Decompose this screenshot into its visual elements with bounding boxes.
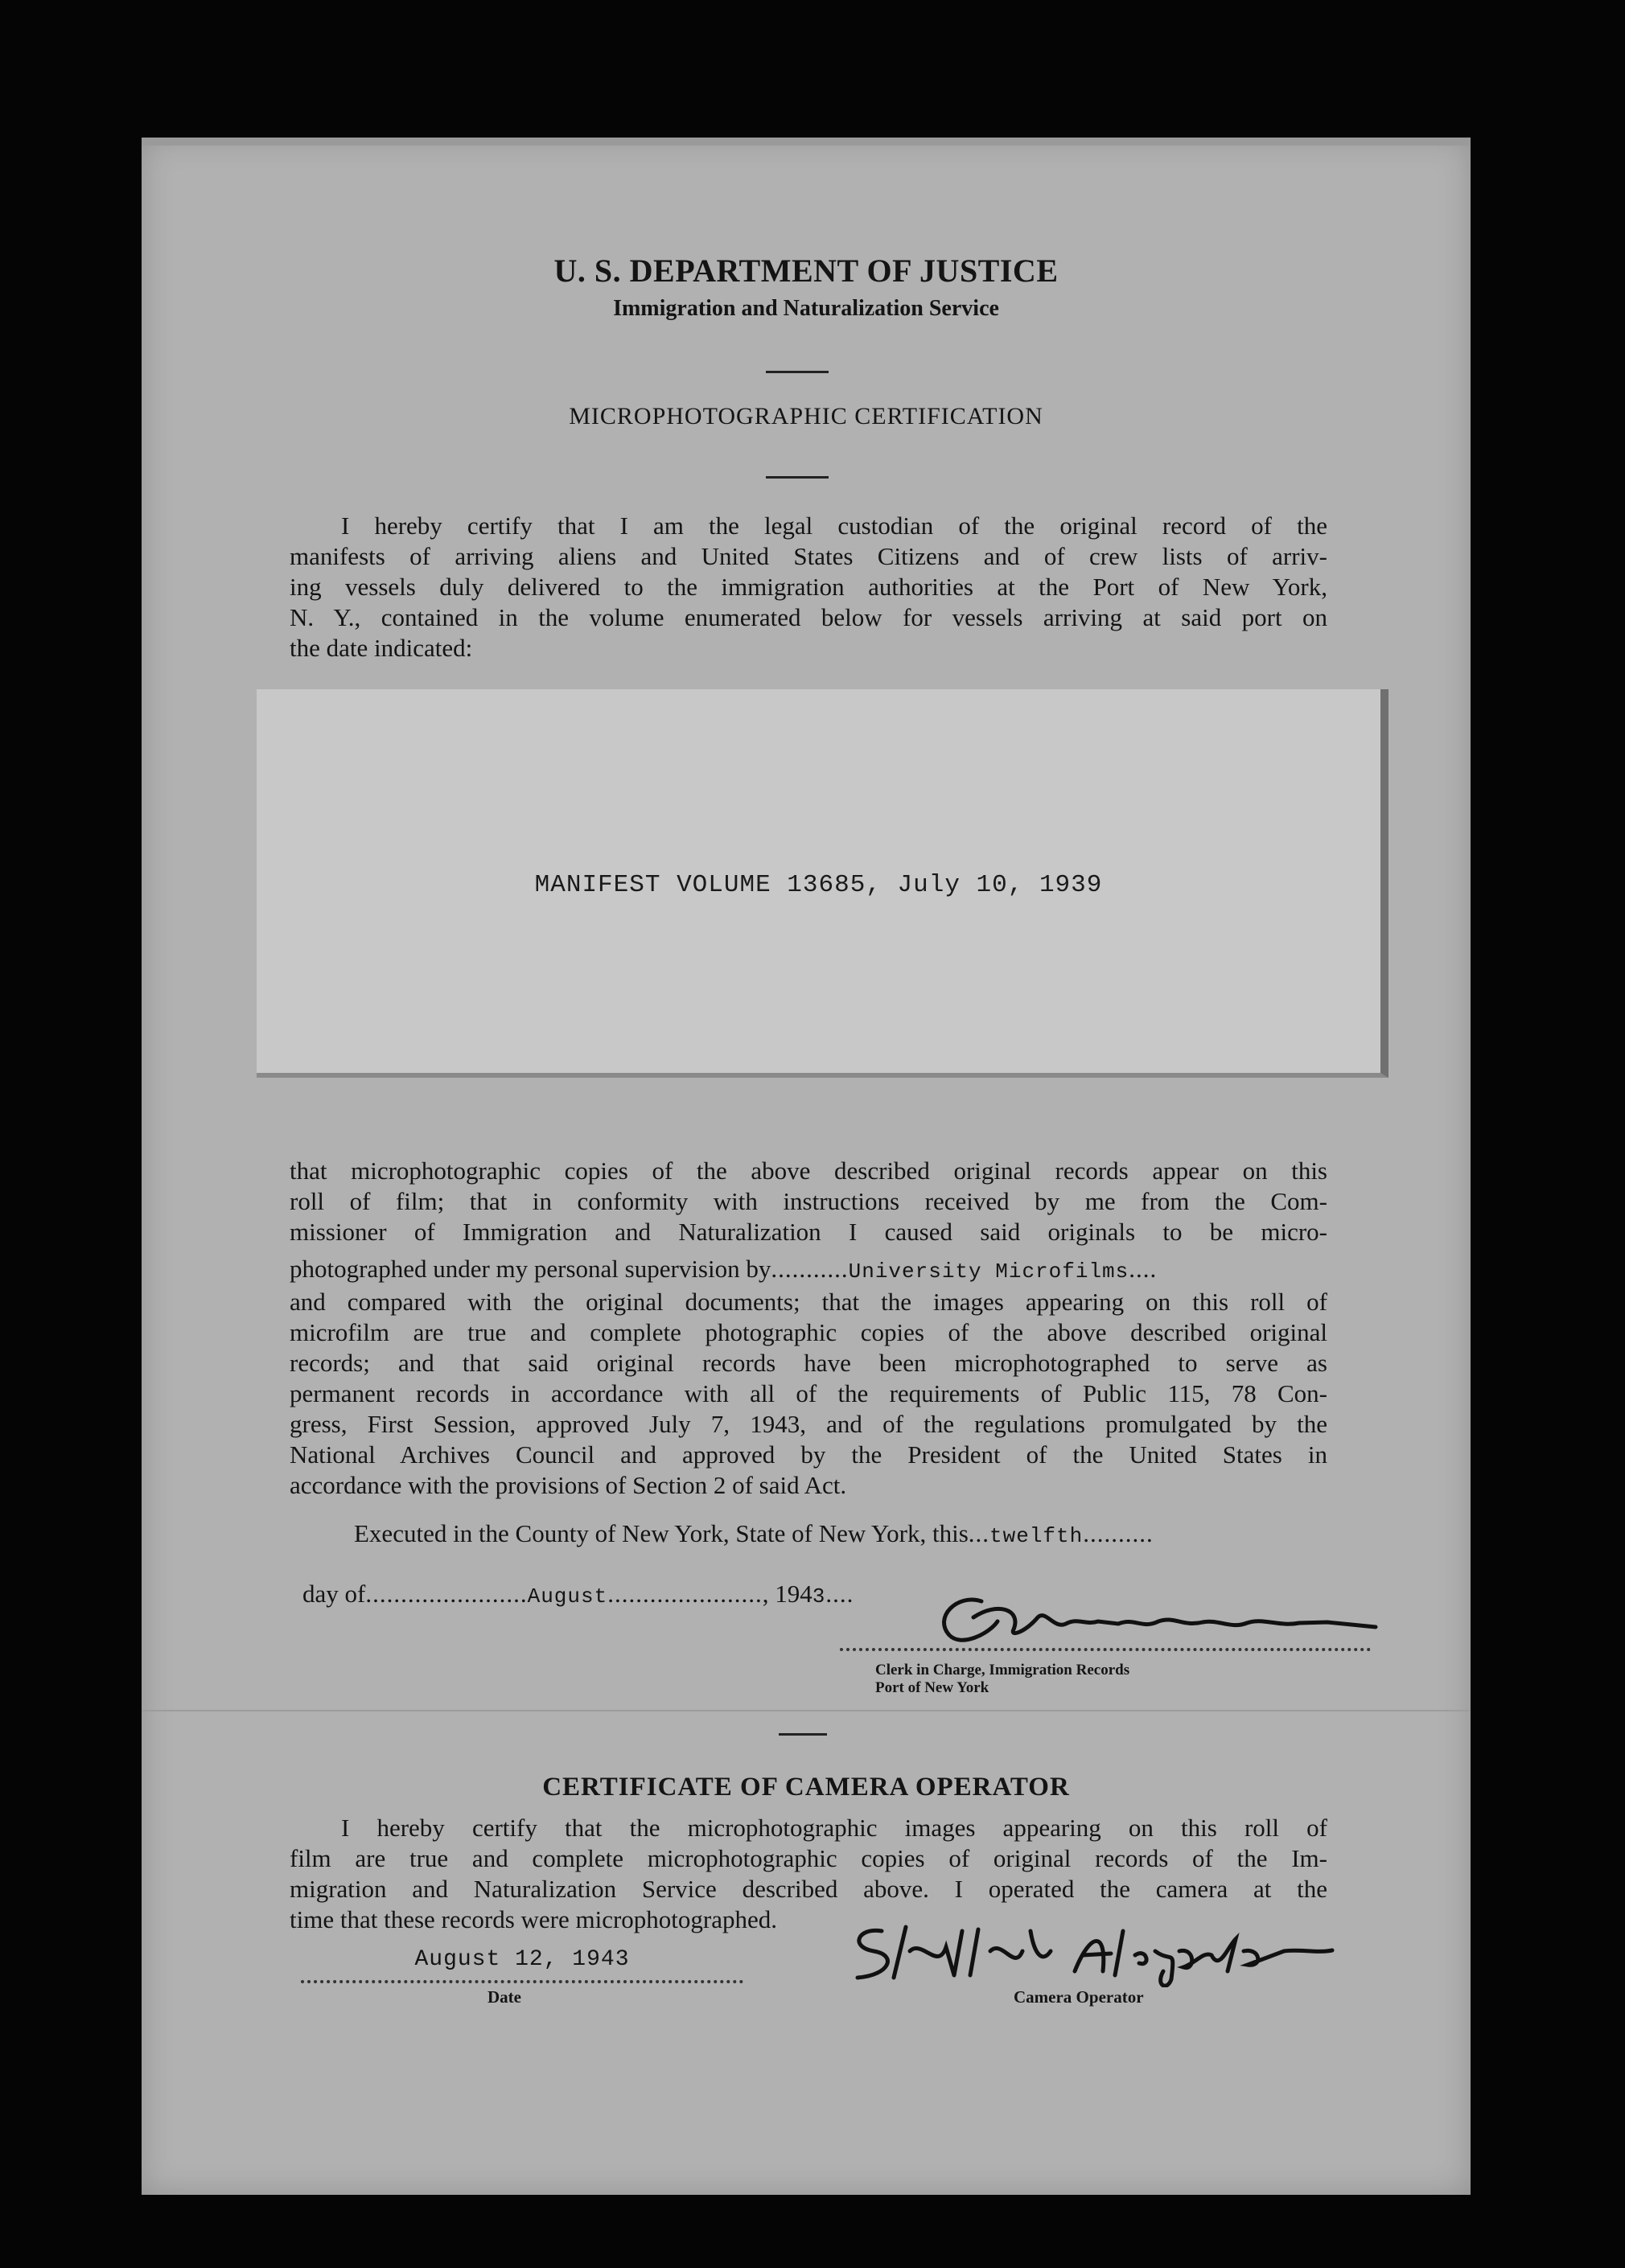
execution-day: twelfth — [989, 1524, 1084, 1548]
clerk-signature-line — [840, 1648, 1371, 1651]
body-line: permanent records in accordance with all of the requirements of Public 115, 78 Con- — [290, 1379, 1327, 1407]
camera-line: I hereby certify that the microphotographic images appearing on this roll of — [341, 1814, 1327, 1842]
certificate-page — [142, 138, 1471, 2195]
certification-title: MICROPHOTOGRAPHIC CERTIFICATION — [569, 403, 1043, 429]
body-line: microfilm are true and complete photographic copies of the above described original — [290, 1318, 1327, 1346]
clerk-title: Clerk in Charge, Immigration Records — [875, 1662, 1130, 1678]
date-line: day of.......................August......................, 1943.... — [302, 1580, 854, 1609]
supervision-line: photographed under my personal supervision by...........University Microfilms.... — [290, 1255, 1158, 1284]
page-fold — [142, 1710, 1471, 1711]
intro-line: the date indicated: — [290, 634, 473, 662]
body-line: National Archives Council and approved by the President of the United States in — [290, 1440, 1327, 1469]
body-line: records; and that said original records have been microphotographed to serve as — [290, 1349, 1327, 1377]
supervision-text: photographed under my personal supervision by — [290, 1255, 771, 1283]
camera-date-label: Date — [488, 1987, 521, 2007]
day-of-label: day of — [302, 1580, 366, 1608]
year-digit: 3 — [812, 1584, 826, 1609]
divider — [779, 1733, 827, 1736]
body-line: and compared with the original documents; that the images appearing on this roll of — [290, 1288, 1327, 1316]
camera-operator-label: Camera Operator — [1014, 1987, 1144, 2007]
camera-date-field — [301, 1947, 743, 1972]
camera-operator-signature — [833, 1915, 1348, 1987]
body-line: missioner of Immigration and Naturalization I caused said originals to be micro- — [290, 1218, 1327, 1246]
execution-month: August — [527, 1584, 608, 1609]
body-paragraph — [290, 1156, 1327, 1501]
body-line: roll of film; that in conformity with instructions received by me from the Com- — [290, 1187, 1327, 1215]
camera-date-line — [301, 1980, 743, 1983]
page-top-edge — [142, 138, 1471, 146]
execution-line: Executed in the County of New York, State of New York, this...twelfth.......... — [354, 1519, 1154, 1548]
record-insert-slip — [257, 689, 1388, 1078]
divider — [766, 371, 829, 373]
body-line: accordance with the provisions of Section 2 of said Act. — [290, 1471, 847, 1499]
camera-operator-heading: CERTIFICATE OF CAMERA OPERATOR — [542, 1773, 1070, 1802]
clerk-signature — [925, 1585, 1392, 1658]
camera-date-value: August 12, 1943 — [414, 1947, 630, 1972]
execution-text: Executed in the County of New York, State of New York, this — [354, 1519, 969, 1547]
photographer-name: University Microfilms — [848, 1259, 1129, 1284]
camera-line: time that these records were microphotographed. — [290, 1905, 777, 1933]
intro-line: ing vessels duly delivered to the immigration authorities at the Port of New York, — [290, 573, 1327, 601]
divider — [766, 476, 829, 479]
camera-line: film are true and complete microphotographic copies of original records of the Im- — [290, 1844, 1327, 1872]
body-line: gress, First Session, approved July 7, 1943, and of the regulations promulgated by the — [290, 1410, 1327, 1438]
year-prefix: , 194 — [762, 1580, 812, 1608]
body-line: that microphotographic copies of the above described original records appear on this — [290, 1157, 1327, 1185]
clerk-location: Port of New York — [875, 1679, 989, 1696]
intro-line: I hereby certify that I am the legal custodian of the original record of the — [341, 512, 1327, 540]
manifest-volume: MANIFEST VOLUME 13685, July 10, 1939 — [534, 871, 1103, 899]
intro-line: manifests of arriving aliens and United States Citizens and of crew lists of arriv- — [290, 542, 1327, 570]
agency-heading: U. S. DEPARTMENT OF JUSTICE — [553, 253, 1059, 289]
intro-line: N. Y., contained in the volume enumerated below for vessels arriving at said port on — [290, 603, 1327, 631]
intro-paragraph — [290, 511, 1327, 664]
clerk-caption — [875, 1662, 1129, 1697]
service-subheading: Immigration and Naturalization Service — [613, 296, 999, 321]
camera-line: migration and Naturalization Service described above. I operated the camera at the — [290, 1875, 1327, 1903]
